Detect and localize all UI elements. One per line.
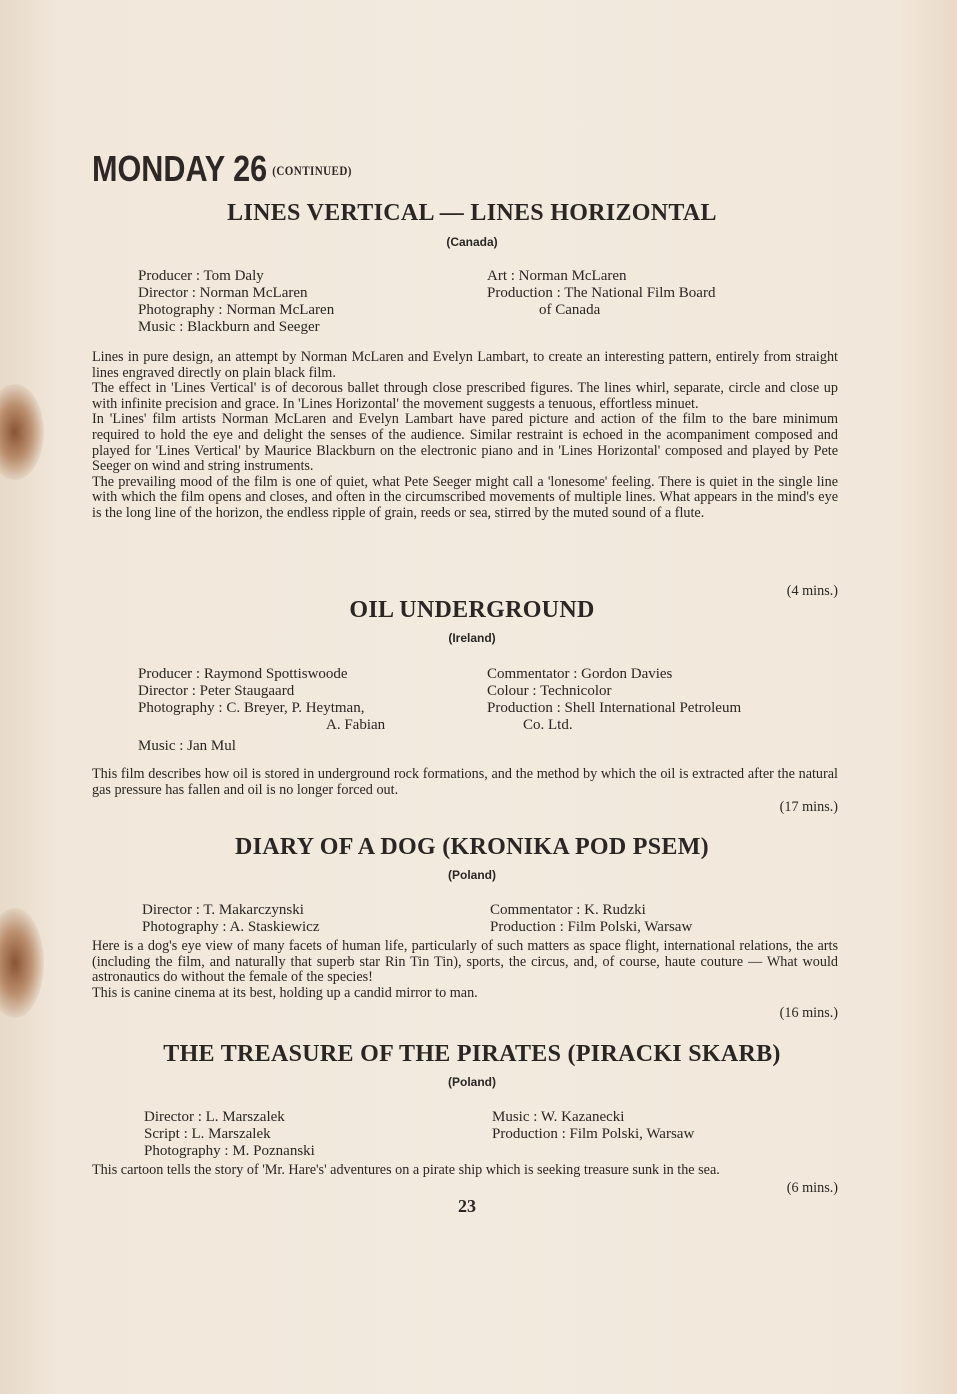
film-duration: (17 mins.) [779, 799, 838, 815]
film-title: OIL UNDERGROUND [349, 597, 595, 623]
film-country: (Poland) [448, 868, 496, 882]
credit-line: Director : T. Makarczynski [142, 902, 304, 918]
film-duration: (4 mins.) [786, 583, 838, 599]
rust-stain-lower [0, 908, 44, 1018]
film-country: (Poland) [448, 1075, 496, 1089]
film-credits-left [138, 268, 334, 336]
credit-line: Producer : Raymond Spottiswoode [138, 666, 348, 682]
credit-line: Director : Norman McLaren [138, 285, 308, 301]
film-description [92, 767, 838, 798]
credit-line: Colour : Technicolor [487, 683, 612, 699]
film-credits-left [142, 902, 319, 936]
credit-line: Producer : Tom Daly [138, 268, 264, 284]
film-description [92, 350, 838, 522]
film-title: THE TREASURE OF THE PIRATES (PIRACKI SKARB) [163, 1041, 781, 1067]
credit-line: Music : W. Kazanecki [492, 1109, 625, 1125]
credit-line: Music : Blackburn and Seeger [138, 319, 320, 335]
credit-line: Art : Norman McLaren [487, 268, 627, 284]
film-duration: (6 mins.) [786, 1180, 838, 1196]
credit-line: Production : Film Polski, Warsaw [490, 919, 693, 935]
credit-line: Music : Jan Mul [138, 738, 236, 754]
credit-line: Photography : Norman McLaren [138, 302, 335, 318]
film-country: (Ireland) [448, 631, 496, 645]
film-title: DIARY OF A DOG (KRONIKA POD PSEM) [235, 834, 709, 860]
credit-line: Photography : M. Poznanski [144, 1143, 315, 1159]
credit-line: Director : L. Marszalek [144, 1109, 285, 1125]
day-label: MONDAY 26 [92, 148, 268, 189]
film-country: (Canada) [446, 235, 498, 249]
credit-line: Production : The National Film Board [487, 285, 716, 301]
description-paragraph: Lines in pure design, an attempt by Norman McLaren and Evelyn Lambart, to create an interesting pattern, entirely from straight lines engraved directly on plain black film. [92, 349, 838, 381]
credit-line: Commentator : K. Rudzki [490, 902, 646, 918]
continued-label: (CONTINUED) [272, 163, 352, 178]
description-paragraph: Here is a dog's eye view of many facets of human life, particularly of such matters as space flight, international relations, the arts (including the film, and naturally that superb star Rin Tin Tin), sports, the circus, and, of course, haute couture — What would astronautics do without the female of the species! [92, 938, 838, 986]
film-credits-right [487, 268, 715, 319]
credit-line: Production : Shell International Petroleum [487, 700, 742, 716]
film-description [92, 1163, 838, 1179]
film-credits-right [492, 1109, 694, 1143]
credit-line: Photography : C. Breyer, P. Heytman, [138, 700, 365, 716]
rust-stain-upper [0, 384, 44, 480]
description-paragraph: In 'Lines' film artists Norman McLaren and Evelyn Lambart have pared picture and action of the film to the bare minimum required to hold the eye and delight the senses of the audience. Similar restraint is echoed in the acompaniment composed and played for 'Lines Vertical' by Maurice Blackburn on the electronic piano and in 'Lines Horizontal' composed and played by Pete Seeger on wind and string instruments. [92, 411, 838, 475]
credit-line: A. Fabian [326, 717, 386, 733]
description-paragraph: This is canine cinema at its best, holding up a candid mirror to man. [92, 984, 478, 1001]
film-description [92, 939, 838, 1001]
film-credits-left [144, 1109, 315, 1160]
credit-line: Photography : A. Staskiewicz [142, 919, 320, 935]
film-credits-right [490, 902, 692, 936]
credit-line: Co. Ltd. [523, 717, 573, 733]
credit-line: of Canada [539, 302, 601, 318]
credit-line: Director : Peter Staugaard [138, 683, 295, 699]
description-paragraph: The effect in 'Lines Vertical' is of decorous ballet through close prescribed figures. The lines whirl, separate, circle and close up with infinite precision and grace. In 'Lines Horizontal' the movement suggests a tenuous, effortless minuet. [92, 380, 838, 412]
credit-line: Commentator : Gordon Davies [487, 666, 673, 682]
film-title: LINES VERTICAL — LINES HORIZONTAL [227, 200, 717, 226]
film-duration: (16 mins.) [779, 1005, 838, 1021]
credit-line: Script : L. Marszalek [144, 1126, 271, 1142]
credit-line: Production : Film Polski, Warsaw [492, 1126, 695, 1142]
film-credits-right [487, 666, 741, 734]
day-heading [92, 148, 352, 190]
page-number: 23 [458, 1196, 476, 1216]
description-paragraph: The prevailing mood of the film is one of quiet, what Pete Seeger might call a 'lonesome' feeling. There is quiet in the single line with which the film opens and closes, and often in the circumscribed movements of multiple lines. What appears in the mind's eye is the long line of the horizon, the endless ripple of grain, reeds or sea, stirred by the muted sound of a flute. [92, 473, 838, 521]
film-credits-left [138, 666, 385, 755]
description-paragraph: This film describes how oil is stored in underground rock formations, and the method by which the oil is extracted after the natural gas pressure has fallen and oil is no longer forced out. [92, 766, 838, 798]
description-paragraph: This cartoon tells the story of 'Mr. Hare's' adventures on a pirate ship which is seeking treasure sunk in the sea. [92, 1162, 720, 1178]
